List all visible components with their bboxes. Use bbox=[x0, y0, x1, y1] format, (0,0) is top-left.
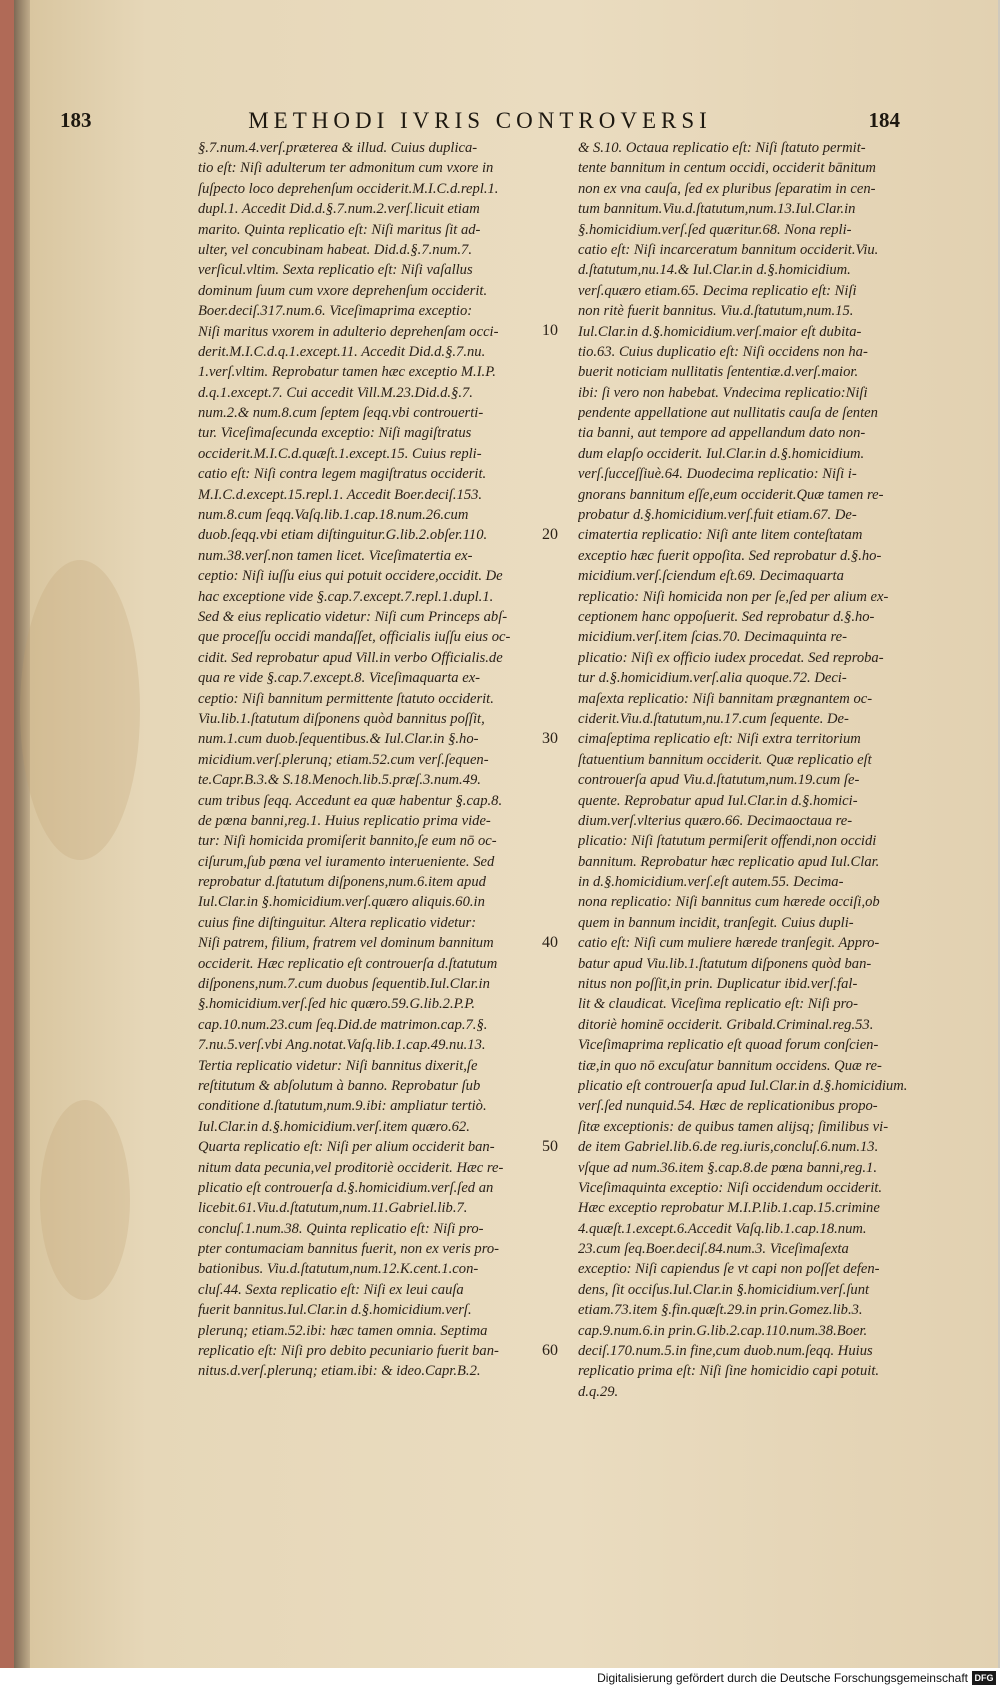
text-column-left bbox=[198, 138, 538, 1382]
margin-line-number: 50 bbox=[542, 1137, 558, 1155]
text-line: non ritè fuerit bannitus. Viu.d.ſtatutum,num.15. bbox=[578, 303, 854, 320]
text-line: dum elapſo occiderit. Iul.Clar.in d.§.homicidium. bbox=[578, 445, 865, 462]
text-line: vſque ad num.36.item §.cap.8.de pœna banni,reg.1. bbox=[578, 1159, 877, 1176]
text-line: catio eſt: Niſi incarceratum bannitum occiderit.Viu. bbox=[578, 241, 879, 258]
text-line: ſitæ exceptionis: de quibus tamen alijsq; ſimilibus vi- bbox=[578, 1118, 889, 1135]
text-line: tente bannitum in centum occidi, occiderit bānitum bbox=[578, 160, 876, 177]
text-line: cimatertia replicatio: Niſi ante litem conteſtatam bbox=[578, 527, 863, 544]
text-line: non ex vna cauſa, ſed ex pluribus ſeparatim in cen- bbox=[578, 180, 876, 197]
text-line: que proceſſu occidi mandaſſet, officialis iuſſu eius oc- bbox=[198, 629, 511, 646]
text-line: tur. Viceſimaſecunda exceptio: Niſi magiſtratus bbox=[198, 425, 472, 442]
text-line: etiam.73.item §.fin.quæſt.29.in prin.Gomez.lib.3. bbox=[578, 1302, 863, 1319]
text-line: dupl.1. Accedit Did.d.§.7.num.2.verſ.licuit etiam bbox=[198, 201, 480, 218]
text-line: in d.§.homicidium.verſ.eſt autem.55. Decima- bbox=[578, 874, 844, 891]
text-line: Tertia replicatio videtur: Niſi bannitus dixerit,ſe bbox=[198, 1057, 478, 1074]
text-line: num.8.cum ſeqq.Vaſq.lib.1.cap.18.num.26.cum bbox=[198, 507, 469, 524]
text-line: plicatio eſt controuerſa d.§.homicidium.verſ.ſed an bbox=[198, 1179, 494, 1196]
text-line: conditione d.ſtatutum,num.9.ibi: ampliatur tertiò. bbox=[198, 1098, 487, 1115]
text-line: micidium.verſ.plerunq; etiam.52.cum verſ.ſequen- bbox=[198, 751, 489, 768]
text-line: dens, ſit occiſus.Iul.Clar.in §.homicidium.verſ.ſunt bbox=[578, 1281, 870, 1298]
text-line: tum bannitum.Viu.d.ſtatutum,num.13.Iul.Clar.in bbox=[578, 201, 856, 218]
page-number-right: 184 bbox=[868, 108, 900, 132]
text-line: diſponens,num.7.cum duobus ſequentib.Iul.Clar.in bbox=[198, 976, 490, 993]
text-line: d.q.1.except.7. Cui accedit Vill.M.23.Did.d.§.7. bbox=[198, 384, 473, 401]
text-line: ceptio: Niſi bannitum permittente ſtatuto occiderit. bbox=[198, 690, 494, 707]
text-line: nitus.d.verſ.plerunq; etiam.ibi: & ideo.Capr.B.2. bbox=[198, 1363, 481, 1380]
text-line: ceptio: Niſi iuſſu eius qui potuit occidere,occidit. De bbox=[198, 568, 503, 585]
margin-line-number: 10 bbox=[542, 321, 558, 339]
text-line: bationibus. Viu.d.ſtatutum,num.12.K.cent.1.con- bbox=[198, 1261, 479, 1278]
text-line: buerit noticiam nullitatis ſententiæ.d.verſ.maior. bbox=[578, 364, 859, 381]
text-line: occiderit. Hæc replicatio eſt controuerſa d.ſtatutum bbox=[198, 955, 498, 972]
text-line: exceptio: Niſi capiendus ſe vt capi non poſſet defen- bbox=[578, 1261, 880, 1278]
text-line: occiderit.M.I.C.d.quæſt.1.except.15. Cuius repli- bbox=[198, 445, 482, 462]
text-line: pendente appellatione aut nullitatis cauſa de ſenten bbox=[578, 405, 878, 422]
text-line: plerunq; etiam.52.ibi: hæc tamen omnia. Septima bbox=[198, 1322, 488, 1339]
text-line: tur: Niſi homicida promiſerit bannito,ſe eum nō oc- bbox=[198, 833, 497, 850]
text-line: tio.63. Cuius duplicatio eſt: Niſi occidens non ha- bbox=[578, 343, 868, 360]
text-line: §.homicidium.verſ.ſed hic quæro.59.G.lib.2.P.P. bbox=[198, 996, 475, 1013]
text-line: nitum data pecunia,vel proditoriè occiderit. Hæc re- bbox=[198, 1159, 504, 1176]
text-line: Viceſimaquinta exceptio: Niſi occidendum occiderit. bbox=[578, 1179, 883, 1196]
text-line: cap.10.num.23.cum ſeq.Did.de matrimon.cap.7.§. bbox=[198, 1016, 488, 1033]
text-line: num.38.verſ.non tamen licet. Viceſimatertia ex- bbox=[198, 547, 473, 564]
text-line: dium.verſ.vlterius quæro.66. Decimaoctaua re- bbox=[578, 812, 853, 829]
text-line: concluſ.1.num.38. Quinta replicatio eſt: Niſi pro- bbox=[198, 1220, 484, 1237]
text-line: verſ.ſucceſſiuè.64. Duodecima replicatio: Niſi i- bbox=[578, 466, 857, 483]
page-number-left: 183 bbox=[60, 108, 92, 132]
text-line: ditoriè hominē occiderit. Gribald.Criminal.reg.53. bbox=[578, 1016, 874, 1033]
page-stain bbox=[40, 1100, 130, 1300]
text-line: d.q.29. bbox=[578, 1383, 619, 1400]
text-line: hac exceptione vide §.cap.7.except.7.repl.1.dupl.1. bbox=[198, 588, 494, 605]
text-line: num.1.cum duob.ſequentibus.& Iul.Clar.in §.ho- bbox=[198, 731, 479, 748]
text-line: verſ.quæro etiam.65. Decima replicatio eſt: Niſi bbox=[578, 282, 857, 299]
footer-credit: Digitalisierung gefördert durch die Deutsche Forschungsgemeinschaft bbox=[597, 1671, 968, 1685]
text-line: replicatio prima eſt: Niſi ſine homicidio capi potuit. bbox=[578, 1363, 880, 1380]
page-stain bbox=[20, 560, 140, 860]
text-line: replicatio eſt: Niſi pro debito pecuniario fuerit ban- bbox=[198, 1343, 499, 1360]
dfg-logo: DFG bbox=[972, 1671, 996, 1685]
text-line: num.2.& num.8.cum ſeptem ſeqq.vbi controuerti- bbox=[198, 405, 484, 422]
text-line: verſ.ſed nunquid.54. Hæc de replicationibus propo- bbox=[578, 1098, 878, 1115]
text-line: licebit.61.Viu.d.ſtatutum,num.11.Gabriel.lib.7. bbox=[198, 1200, 468, 1217]
text-line: maſexta replicatio: Niſi bannitam prægnantem oc- bbox=[578, 690, 873, 707]
text-line: M.I.C.d.except.15.repl.1. Accedit Boer.deciſ.153. bbox=[198, 486, 483, 503]
text-line: Niſi maritus vxorem in adulterio deprehenſam occi- bbox=[198, 323, 499, 340]
text-line: tiæ,in quo nō excuſatur bannitum occidens. Quæ re- bbox=[578, 1057, 882, 1074]
text-line: ibi: ſi vero non habebat. Vndecima replicatio:Niſi bbox=[578, 384, 868, 401]
text-line: reſtitutum & abſolutum à banno. Reprobatur ſub bbox=[198, 1077, 481, 1094]
text-line: Hæc exceptio reprobatur M.I.P.lib.1.cap.15.crimine bbox=[578, 1200, 880, 1217]
text-line: Iul.Clar.in d.§.homicidium.verſ.item quæro.62. bbox=[198, 1118, 470, 1135]
text-line: deciſ.170.num.5.in fine,cum duob.num.ſeqq. Huius bbox=[578, 1343, 873, 1360]
margin-line-number: 20 bbox=[542, 525, 558, 543]
text-line: Quarta replicatio eſt: Niſi per alium occiderit ban- bbox=[198, 1139, 495, 1156]
text-line: Viceſimaprima replicatio eſt quoad forum conſcien- bbox=[578, 1037, 879, 1054]
text-line: d.ſtatutum,nu.14.& Iul.Clar.in d.§.homicidium. bbox=[578, 262, 851, 279]
text-line: duob.ſeqq.vbi etiam diſtinguitur.G.lib.2.obſer.110. bbox=[198, 527, 488, 544]
text-line: Niſi patrem, filium, fratrem vel dominum bannitum bbox=[198, 935, 494, 952]
margin-line-number: 30 bbox=[542, 729, 558, 747]
text-line: exceptio hæc fuerit oppoſita. Sed reprobatur d.§.ho- bbox=[578, 547, 882, 564]
text-line: dominum ſuum cum vxore deprehenſum occiderit. bbox=[198, 282, 488, 299]
text-line: controuerſa apud Viu.d.ſtatutum,num.19.cum ſe- bbox=[578, 772, 860, 789]
text-line: micidium.verſ.item ſcias.70. Decimaquinta re- bbox=[578, 629, 847, 646]
text-line: verſicul.vltim. Sexta replicatio eſt: Niſi vaſallus bbox=[198, 262, 473, 279]
text-line: ulter, vel concubinam habeat. Did.d.§.7.num.7. bbox=[198, 241, 472, 258]
text-line: 4.quæſt.1.except.6.Accedit Vaſq.lib.1.cap.18.num. bbox=[578, 1220, 867, 1237]
text-line: Iul.Clar.in §.homicidium.verſ.quæro aliquis.60.in bbox=[198, 894, 485, 911]
text-line: & S.10. Octaua replicatio eſt: Niſi ſtatuto permit- bbox=[578, 140, 866, 156]
text-line: Sed & eius replicatio videtur: Niſi cum Princeps abſ- bbox=[198, 608, 508, 625]
text-line: nona replicatio: Niſi bannitus cum hærede occiſi,ob bbox=[578, 894, 880, 911]
text-line: fuerit bannitus.Iul.Clar.in d.§.homicidium.verſ. bbox=[198, 1302, 472, 1319]
text-line: 7.nu.5.verſ.vbi Ang.notat.Vaſq.lib.1.cap.49.nu.13. bbox=[198, 1037, 486, 1054]
text-line: §.7.num.4.verſ.præterea & illud. Cuius duplica- bbox=[198, 140, 478, 156]
text-line: plicatio eſt controuerſa apud Iul.Clar.in d.§.homicidium. bbox=[578, 1077, 908, 1094]
text-line: pter contumaciam bannitus fuerit, non ex veris pro- bbox=[198, 1241, 500, 1258]
text-line: quem in bannum incidit, tranſegit. Cuius dupli- bbox=[578, 914, 854, 931]
running-head: METHODI IVRIS CONTROVERSI bbox=[248, 108, 712, 133]
margin-line-number: 40 bbox=[542, 933, 558, 951]
text-line: ciſurum,ſub pœna vel iuramento interueniente. Sed bbox=[198, 853, 495, 870]
text-line: ſtatuentium bannitum occiderit. Quæ replicatio eſt bbox=[578, 751, 872, 768]
text-line: Viu.lib.1.ſtatutum diſponens quòd bannitus poſſit, bbox=[198, 710, 485, 727]
text-line: plicatio: Niſi ſtatutum permiſerit offendi,non occidi bbox=[578, 833, 877, 850]
text-line: Boer.deciſ.317.num.6. Viceſimaprima exceptio: bbox=[198, 303, 473, 320]
text-line: catio eſt: Niſi contra legem magiſtratus occiderit. bbox=[198, 466, 487, 483]
text-line: 1.verſ.vltim. Reprobatur tamen hæc exceptio M.I.P. bbox=[198, 364, 496, 381]
text-line: gnorans bannitum eſſe,eum occiderit.Quæ tamen re- bbox=[578, 486, 884, 503]
text-line: ſuſpecto loco deprehenſum occiderit.M.I.C.d.repl.1. bbox=[198, 180, 499, 197]
text-line: bannitum. Reprobatur hæc replicatio apud Iul.Clar. bbox=[578, 853, 880, 870]
text-line: ciderit.Viu.d.ſtatutum,nu.17.cum ſequente. De- bbox=[578, 710, 849, 727]
text-line: cidit. Sed reprobatur apud Vill.in verbo Officialis.de bbox=[198, 649, 503, 666]
text-column-right bbox=[578, 138, 923, 1402]
text-line: 23.cum ſeq.Boer.deciſ.84.num.3. Viceſimaſexta bbox=[578, 1241, 849, 1258]
text-line: ceptionem hanc oppoſuerit. Sed reprobatur d.§.ho- bbox=[578, 608, 875, 625]
text-line: qua re vide §.cap.7.except.8. Viceſimaquarta ex- bbox=[198, 670, 481, 687]
text-line: cluſ.44. Sexta replicatio eſt: Niſi ex leui cauſa bbox=[198, 1281, 464, 1298]
text-line: marito. Quinta replicatio eſt: Niſi maritus ſit ad- bbox=[198, 221, 481, 238]
text-line: batur apud Viu.lib.1.ſtatutum diſponens quòd ban- bbox=[578, 955, 872, 972]
book-binding-edge bbox=[0, 0, 14, 1690]
text-line: cuius fine diſtinguitur. Altera replicatio videtur: bbox=[198, 914, 477, 931]
text-line: quente. Reprobatur apud Iul.Clar.in d.§.homici- bbox=[578, 792, 858, 809]
text-line: derit.M.I.C.d.q.1.except.11. Accedit Did.d.§.7.nu. bbox=[198, 343, 486, 360]
text-line: tur d.§.homicidium.verſ.alia quoque.72. Deci- bbox=[578, 670, 847, 687]
text-line: tia banni, aut tempore ad appellandum dato non- bbox=[578, 425, 866, 442]
text-line: §.homicidium.verſ.ſed quæritur.68. Nona repli- bbox=[578, 221, 852, 238]
text-line: probatur d.§.homicidium.verſ.fuit etiam.67. De- bbox=[578, 507, 857, 524]
page-header bbox=[60, 108, 900, 138]
text-line: reprobatur d.ſtatutum diſponens,num.6.item apud bbox=[198, 874, 486, 891]
text-line: nitus non poſſit,in prin. Duplicatur ibid.verſ.fal- bbox=[578, 976, 858, 993]
text-line: Iul.Clar.in d.§.homicidium.verſ.maior eſt dubita- bbox=[578, 323, 862, 340]
text-line: cap.9.num.6.in prin.G.lib.2.cap.110.num.38.Boer. bbox=[578, 1322, 868, 1339]
text-line: de pœna banni,reg.1. Huius replicatio prima vide- bbox=[198, 812, 491, 829]
text-line: lit & claudicat. Viceſima replicatio eſt: Niſi pro- bbox=[578, 996, 858, 1013]
text-line: cimaſeptima replicatio eſt: Niſi extra territorium bbox=[578, 731, 861, 748]
text-line: cum tribus ſeqq. Accedunt ea quæ habentur §.cap.8. bbox=[198, 792, 503, 809]
text-line: tio eſt: Niſi adulterum ter admonitum cum vxore in bbox=[198, 160, 494, 177]
text-line: micidium.verſ.ſciendum eſt.69. Decimaquarta bbox=[578, 568, 844, 585]
text-line: catio eſt: Niſi cum muliere hærede tranſegit. Appro- bbox=[578, 935, 880, 952]
text-line: te.Capr.B.3.& S.18.Menoch.lib.5.præſ.3.num.49. bbox=[198, 772, 481, 789]
text-line: replicatio: Niſi homicida non per ſe,ſed per alium ex- bbox=[578, 588, 889, 605]
digitization-footer bbox=[0, 1668, 1000, 1690]
margin-line-number: 60 bbox=[542, 1341, 558, 1359]
text-line: plicatio: Niſi ex officio iudex procedat. Sed reproba- bbox=[578, 649, 884, 666]
text-line: de item Gabriel.lib.6.de reg.iuris,concluſ.6.num.13. bbox=[578, 1139, 879, 1156]
